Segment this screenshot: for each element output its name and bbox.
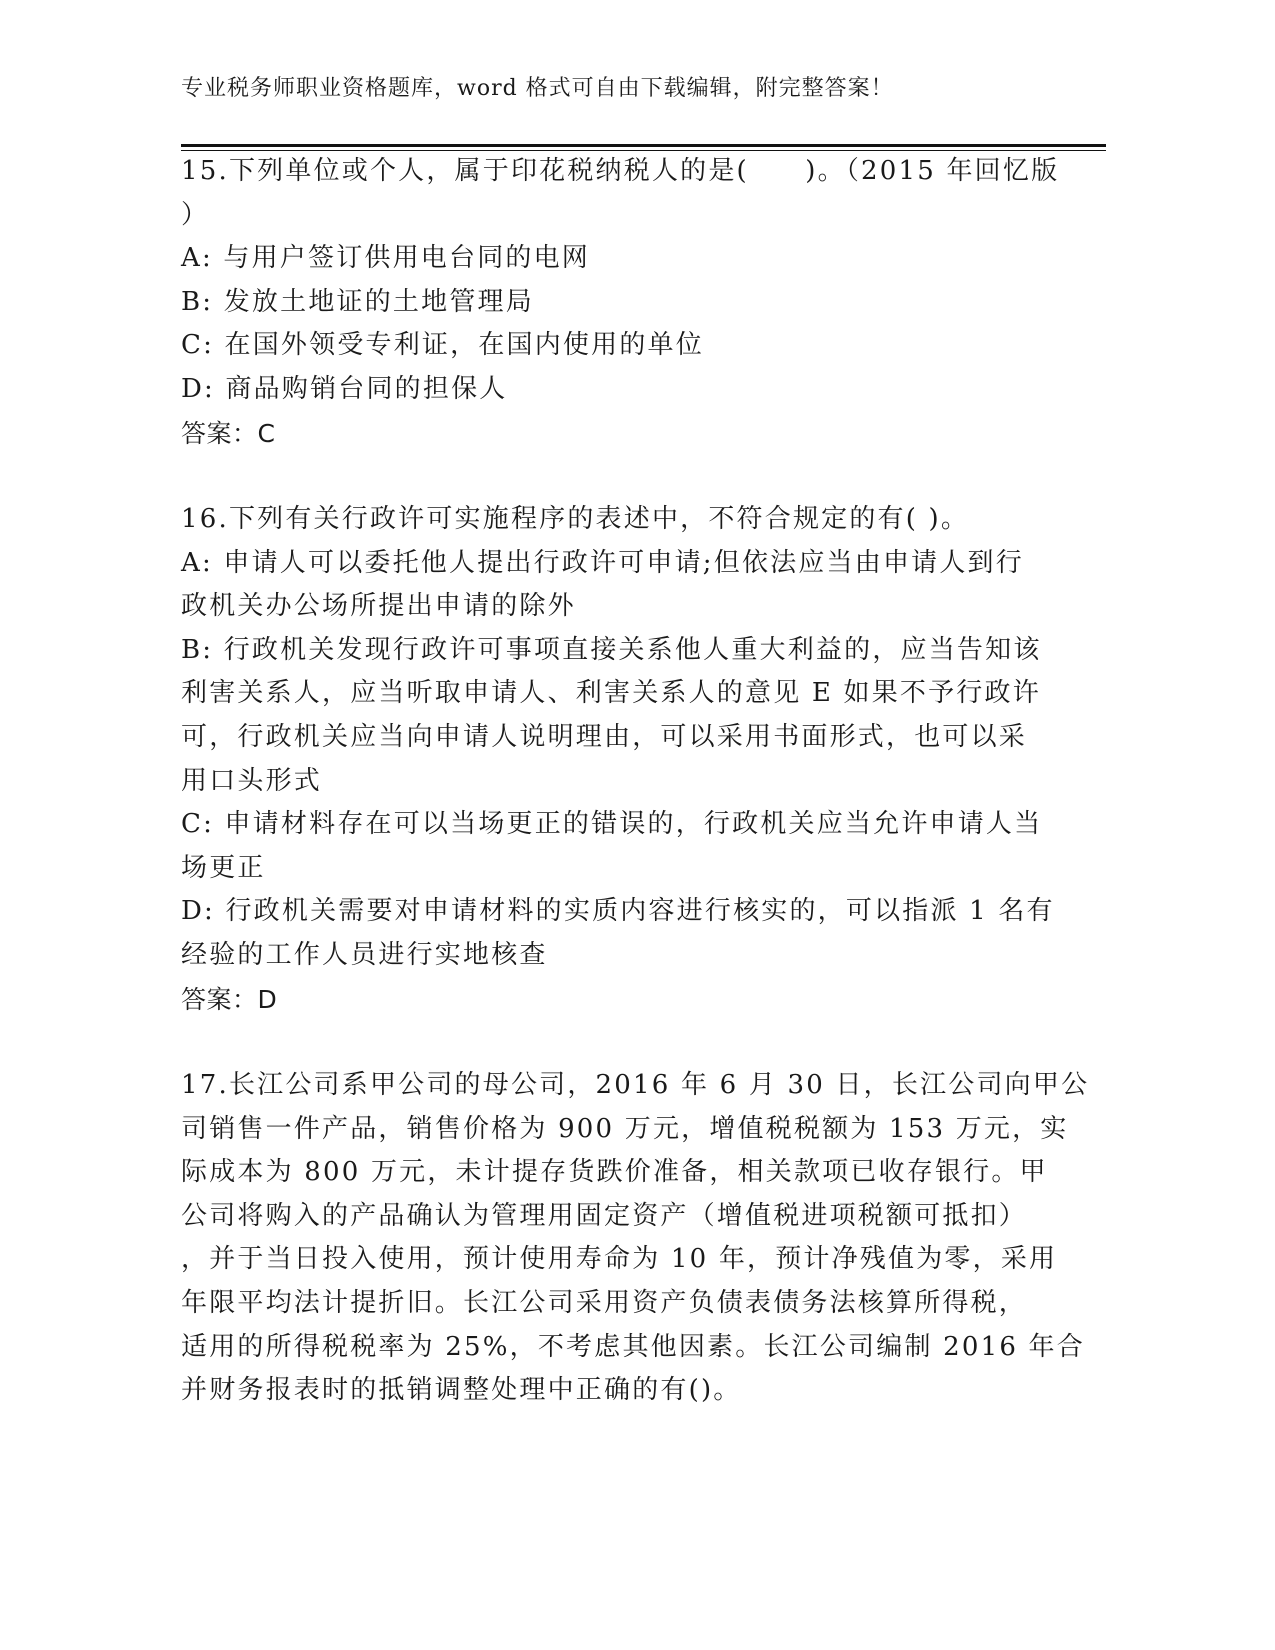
option-c: C: 在国外领受专利证，在国内使用的单位 — [181, 330, 704, 361]
option-a: A: 申请人可以委托他人提出行政许可申请;但依法应当由申请人到行 — [181, 547, 1024, 578]
question-stem-cont: 适用的所得税税率为 25%，不考虑其他因素。长江公司编制 2016 年合 — [181, 1331, 1085, 1362]
question-stem-cont: ） — [181, 199, 210, 230]
option-b: B: 行政机关发现行政许可事项直接关系他人重大利益的，应当告知该 — [181, 634, 1042, 665]
question-stem-cont: 公司将购入的产品确认为管理用固定资产（增值税进项税额可抵扣） — [181, 1200, 1028, 1231]
option-b-cont: 用口头形式 — [181, 765, 323, 796]
option-a-cont: 政机关办公场所提出申请的除外 — [181, 591, 576, 622]
option-d: D: 行政机关需要对申请材料的实质内容进行核实的，可以指派 1 名有 — [181, 896, 1055, 927]
option-c: C: 申请材料存在可以当场更正的错误的，行政机关应当允许申请人当 — [181, 809, 1043, 840]
option-a: A: 与用户签订供用电台同的电网 — [181, 243, 591, 274]
question-15 — [181, 150, 1060, 455]
question-stem-cont: 并财务报表时的抵销调整处理中正确的有()。 — [181, 1375, 742, 1406]
option-b-cont: 可，行政机关应当向申请人说明理由，可以采用书面形式，也可以采 — [181, 721, 1028, 752]
question-stem-cont: 司销售一件产品，销售价格为 900 万元，增值税税额为 153 万元，实 — [181, 1113, 1069, 1144]
option-d-cont: 经验的工作人员进行实地核查 — [181, 939, 548, 970]
answer: 答案：D — [181, 984, 278, 1014]
question-16 — [181, 498, 1055, 1021]
option-c-cont: 场更正 — [181, 852, 266, 883]
option-d: D: 商品购销台同的担保人 — [181, 373, 508, 404]
question-stem-cont: ，并于当日投入使用，预计使用寿命为 10 年，预计净残值为零，采用 — [181, 1244, 1058, 1275]
header-rule-thick — [181, 144, 1106, 147]
question-stem: 16.下列有关行政许可实施程序的表述中，不符合规定的有( )。 — [181, 504, 970, 534]
question-stem: 17.长江公司系甲公司的母公司，2016 年 6 月 30 日，长江公司向甲公 — [181, 1070, 1090, 1100]
question-stem-cont: 年限平均法计提折旧。长江公司采用资产负债表债务法核算所得税， — [181, 1287, 1028, 1318]
answer: 答案：C — [181, 418, 276, 448]
question-stem: 15.下列单位或个人，属于印花税纳税人的是( )。（2015 年回忆版 — [181, 156, 1060, 186]
question-17 — [181, 1064, 1090, 1413]
option-b-cont: 利害关系人，应当听取申请人、利害关系人的意见 E 如果不予行政许 — [181, 678, 1041, 709]
option-b: B: 发放土地证的土地管理局 — [181, 286, 534, 317]
page-header: 专业税务师职业资格题库，word 格式可自由下载编辑，附完整答案！ — [181, 76, 894, 101]
question-stem-cont: 际成本为 800 万元，未计提存货跌价准备，相关款项已收存银行。甲 — [181, 1157, 1048, 1188]
